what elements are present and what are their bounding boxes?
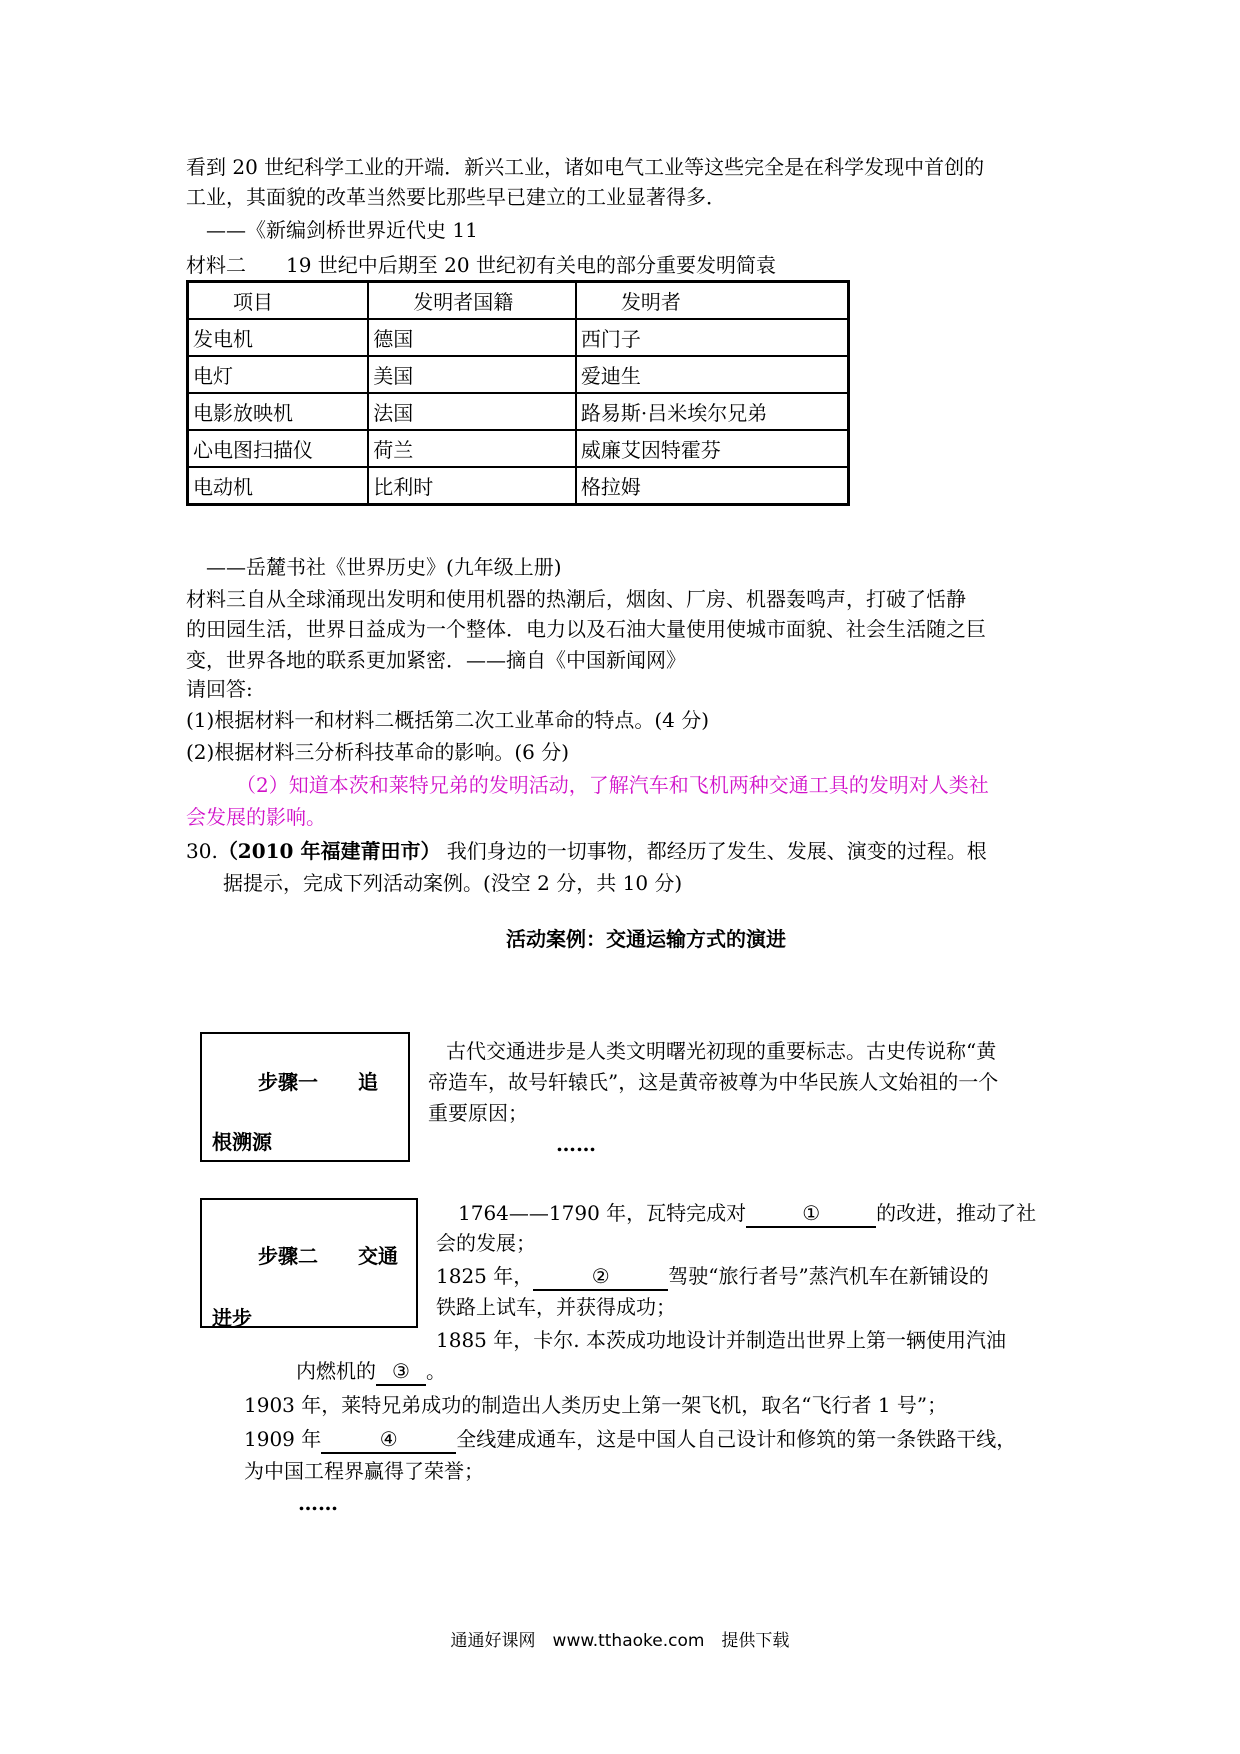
table-cell: 荷兰 <box>368 430 576 467</box>
table-row <box>188 319 849 356</box>
table-cell: 发电机 <box>188 319 369 356</box>
column-header: 发明者 <box>576 282 849 320</box>
table-cell: 西门子 <box>576 319 849 356</box>
step-two-box <box>200 1198 418 1328</box>
answer-blank-2[interactable]: ② <box>533 1263 668 1291</box>
table-row <box>188 467 849 505</box>
question-1: (1)根据材料一和材料二概括第二次工业革命的特点。(4 分) <box>186 708 710 732</box>
question-30-text-1: 我们身边的一切事物，都经历了发生、发展、演变的过程。根 <box>440 839 987 863</box>
table-cell: 格拉姆 <box>576 467 849 505</box>
step-two-text: 1909 年 <box>244 1427 322 1451</box>
table-cell: 爱迪生 <box>576 356 849 393</box>
question-30-line-2: 据提示，完成下列活动案例。(没空 2 分，共 10 分) <box>223 871 683 895</box>
column-header: 发明者国籍 <box>368 282 576 320</box>
page-footer: 通通好课网 www.tthaoke.com 提供下载 <box>450 1631 790 1651</box>
table-cell: 路易斯·吕米埃尔兄弟 <box>576 393 849 430</box>
material-two-source: ——岳麓书社《世界历史》(九年级上册) <box>206 555 562 579</box>
step-two-line-5: 1885 年，卡尔. 本茨成功地设计并制造出世界上第一辆使用汽油 <box>436 1328 1006 1352</box>
step-two-line-3 <box>436 1261 989 1291</box>
table-cell: 电动机 <box>188 467 369 505</box>
objective-line-1: （2）知道本茨和莱特兄弟的发明活动，了解汽车和飞机两种交通工具的发明对人类社 <box>236 773 989 797</box>
table-cell: 法国 <box>368 393 576 430</box>
column-header: 项目 <box>188 282 369 320</box>
step-one-line-1: 古代交通进步是人类文明曙光初现的重要标志。古史传说称“黄 <box>446 1039 997 1063</box>
step-two-line-8 <box>244 1424 1016 1454</box>
table-cell: 心电图扫描仪 <box>188 430 369 467</box>
step-two-text: 驾驶“旅行者号”蒸汽机车在新铺设的 <box>668 1264 989 1288</box>
table-row <box>188 430 849 467</box>
step-two-text: 的改进，推动了社 <box>876 1201 1037 1225</box>
table-cell: 电影放映机 <box>188 393 369 430</box>
step-two-line-1 <box>458 1198 1036 1228</box>
step-one-ellipsis: …… <box>556 1132 596 1156</box>
material-three-line-2: 的田园生活，世界日益成为一个整体．电力以及石油大量使用使城市面貌、社会生活随之巨 <box>186 617 986 641</box>
material-two-caption: 材料二 19 世纪中后期至 20 世纪初有关电的部分重要发明简袁 <box>186 253 776 277</box>
step-one-label-cont: 根溯源 <box>212 1130 272 1154</box>
table-cell: 威廉艾因特霍芬 <box>576 430 849 467</box>
step-one-line-3: 重要原因； <box>428 1101 528 1125</box>
questions-prompt: 请回答: <box>186 677 253 701</box>
step-two-line-4: 铁路上试车，并获得成功； <box>436 1295 676 1319</box>
material-one-source: ——《新编剑桥世界近代史 11 <box>206 218 478 242</box>
table-cell: 德国 <box>368 319 576 356</box>
step-two-line-9: 为中国工程界赢得了荣誉； <box>244 1459 484 1483</box>
question-source: （2010 年福建莆田市） <box>217 839 441 863</box>
inventions-table <box>186 280 850 506</box>
step-one-box <box>200 1032 410 1162</box>
question-2: (2)根据材料三分析科技革命的影响。(6 分) <box>186 740 570 764</box>
table-header-row <box>188 282 849 320</box>
table-row <box>188 393 849 430</box>
table-cell: 电灯 <box>188 356 369 393</box>
objective-line-2: 会发展的影响。 <box>186 805 326 829</box>
table-row <box>188 356 849 393</box>
table-cell: 美国 <box>368 356 576 393</box>
step-two-line-2: 会的发展； <box>436 1231 536 1255</box>
table-cell: 比利时 <box>368 467 576 505</box>
step-two-text: 全线建成通车，这是中国人自己设计和修筑的第一条铁路干线， <box>456 1427 1017 1451</box>
answer-blank-1[interactable]: ① <box>746 1200 876 1228</box>
material-three-line-1: 材料三自从全球涌现出发明和使用机器的热潮后，烟囱、厂房、机器轰鸣声，打破了恬静 <box>186 587 966 611</box>
answer-blank-3[interactable]: ③ <box>376 1358 426 1386</box>
step-two-text: 1825 年， <box>436 1264 534 1288</box>
material-three-line-3: 变，世界各地的联系更加紧密．——摘自《中国新闻网》 <box>186 648 686 672</box>
step-one-label: 步骤一 追 <box>258 1070 378 1094</box>
question-number: 30. <box>186 839 218 863</box>
step-two-line-6 <box>296 1356 446 1386</box>
activity-title: 活动案例：交通运输方式的演进 <box>506 927 786 951</box>
answer-blank-4[interactable]: ④ <box>321 1426 456 1454</box>
step-two-text: 。 <box>426 1359 446 1383</box>
step-two-line-7: 1903 年，莱特兄弟成功的制造出人类历史上第一架飞机，取名“飞行者 1 号”； <box>244 1393 948 1417</box>
material-one-line-2: 工业，其面貌的改革当然要比那些早已建立的工业显著得多． <box>186 185 726 209</box>
step-one-line-2: 帝造车，故号轩辕氏”，这是黄帝被尊为中华民族人文始祖的一个 <box>428 1070 999 1094</box>
material-one-line-1: 看到 20 世纪科学工业的开端．新兴工业，诸如电气工业等这些完全是在科学发现中首创的 <box>186 155 985 179</box>
step-two-text: 内燃机的 <box>296 1359 376 1383</box>
question-30-line-1 <box>186 836 987 866</box>
step-two-ellipsis: …… <box>298 1491 338 1515</box>
step-two-label-cont: 进步 <box>212 1306 252 1330</box>
step-two-text: 1764——1790 年，瓦特完成对 <box>458 1201 747 1225</box>
step-two-label: 步骤二 交通 <box>258 1244 398 1268</box>
